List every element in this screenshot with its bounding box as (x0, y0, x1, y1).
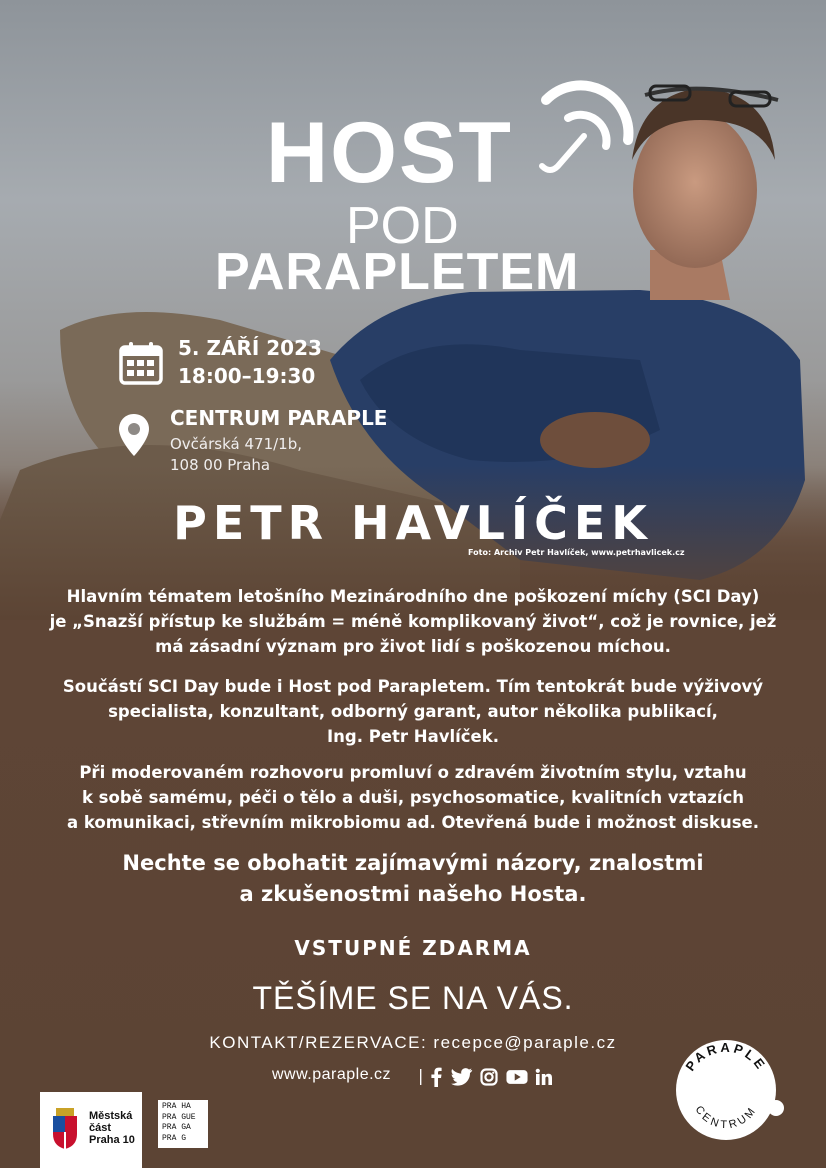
logo-host-text: HOST (266, 105, 513, 201)
paragraph-line: k sobě samému, péči o tělo a duši, psychosomatice, kvalitních vztazích (81, 788, 745, 807)
logo-pod-text: POD (346, 197, 459, 255)
praha10-label (89, 1110, 135, 1146)
location-pin-icon (117, 412, 151, 458)
paragraph-line: Ing. Petr Havlíček. (327, 727, 499, 746)
paragraph-intro (40, 584, 786, 659)
paragraph-topics (40, 760, 786, 835)
venue-address (170, 434, 302, 476)
event-datetime (178, 334, 322, 390)
address-line-2: 108 00 Praha (170, 456, 271, 474)
paragraph-line: Součástí SCI Day bude i Host pod Parapletem. Tím tentokrát bude výživový (62, 677, 764, 696)
linkedin-icon[interactable] (535, 1066, 553, 1088)
address-line-1: Ovčárská 471/1b, (170, 435, 303, 453)
facebook-icon[interactable] (430, 1066, 442, 1088)
praha10-line: Praha 10 (89, 1134, 135, 1146)
praha10-line: Městská (89, 1110, 133, 1122)
prague-logo-text: PRA HA PRA GUE PRA GA PRA G (162, 1102, 196, 1143)
centrum-paraple-seal (674, 1038, 786, 1142)
speaker-name: PETR HAVLÍČEK (173, 496, 653, 550)
paragraph-line: Při moderovaném rozhovoru promluví o zdravém životním stylu, vztahu (79, 763, 747, 782)
event-date: 5. ZÁŘÍ 2023 (178, 336, 322, 360)
paragraph-line: specialista, konzultant, odborný garant, autor několika publikací, (108, 702, 718, 721)
venue-name: CENTRUM PARAPLE (170, 406, 388, 430)
paragraph-line: a komunikaci, střevním mikrobiomu ad. Otevřená bude i možnost diskuse. (67, 813, 759, 832)
seal-top-text: PARAPLE (682, 1039, 770, 1074)
praha10-line: část (89, 1122, 112, 1134)
umbrella-logo-icon (528, 70, 638, 180)
paragraph-line: je „Snazší přístup ke službám = méně komplikovaný život“, což je rovnice, jež (49, 612, 777, 631)
admission-free: VSTUPNÉ ZDARMA (294, 936, 532, 960)
twitter-icon[interactable] (451, 1066, 473, 1088)
photo-credit: Foto: Archiv Petr Havlíček, www.petrhavlicek.cz (468, 548, 685, 557)
separator: | (418, 1066, 424, 1085)
welcome-text: TĚŠÍME SE NA VÁS. (252, 980, 574, 1016)
call-to-action (40, 848, 786, 910)
youtube-icon[interactable] (506, 1066, 528, 1088)
website-link[interactable]: www.paraple.cz (272, 1066, 392, 1083)
event-time: 18:00–19:30 (178, 364, 316, 388)
cta-line: a zkušenostmi našeho Hosta. (239, 882, 587, 906)
contact-line[interactable]: KONTAKT/REZERVACE: recepce@paraple.cz (209, 1033, 617, 1052)
praha10-coat-of-arms-icon (50, 1106, 80, 1150)
logo-parapletem-text: PARAPLETEM (215, 243, 580, 301)
calendar-icon (118, 340, 164, 386)
instagram-icon[interactable] (480, 1066, 498, 1088)
paragraph-line: Hlavním tématem letošního Mezinárodního dne poškození míchy (SCI Day) (66, 587, 760, 606)
paragraph-line: má zásadní význam pro život lidí s poškozenou míchou. (155, 637, 671, 656)
paragraph-guest (40, 674, 786, 749)
cta-line: Nechte se obohatit zajímavými názory, znalostmi (122, 851, 704, 875)
seal-bottom-text: CENTRUM (692, 1103, 760, 1132)
